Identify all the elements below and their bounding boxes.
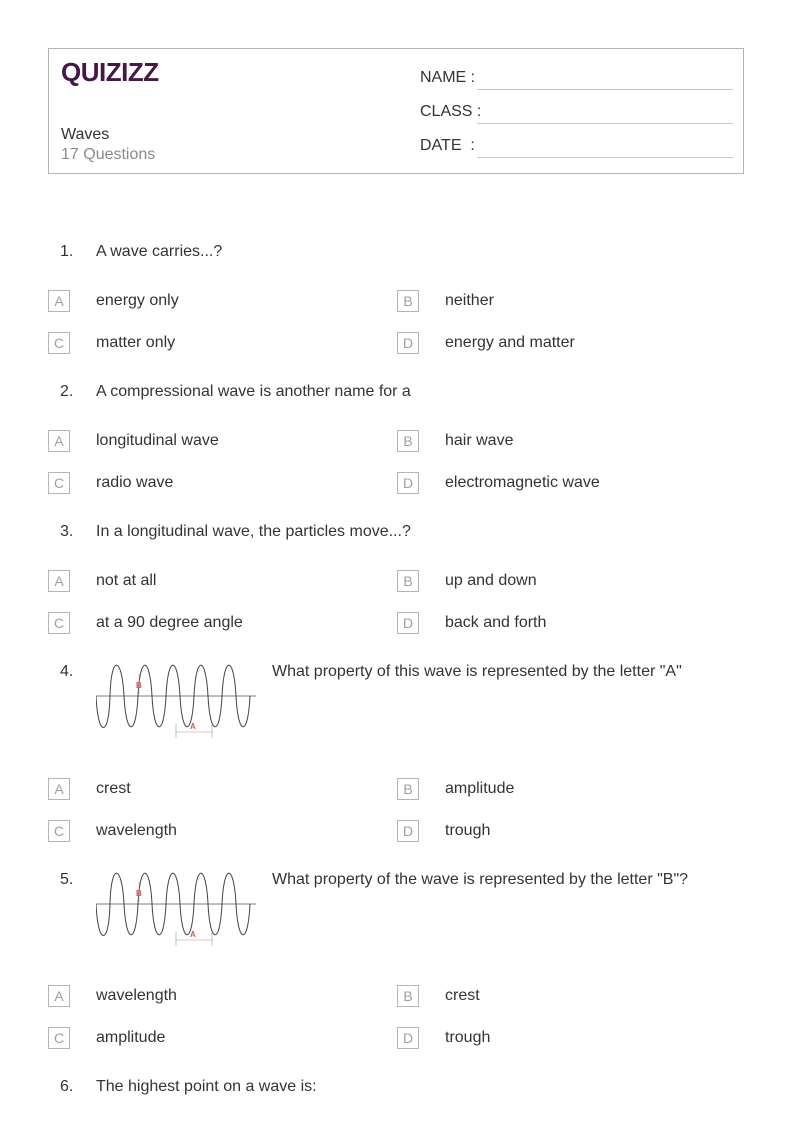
option-letter-box[interactable]: A	[48, 778, 70, 800]
option-text: wavelength	[96, 822, 177, 839]
option-letter-box[interactable]: C	[48, 820, 70, 842]
option-letter-box[interactable]: D	[397, 472, 419, 494]
option-text: radio wave	[96, 474, 174, 491]
option-text: back and forth	[445, 614, 547, 631]
question-number: 4.	[60, 663, 74, 680]
diagram-label-a: A	[190, 930, 196, 939]
date-label: DATE :	[420, 137, 475, 154]
date-field[interactable]	[420, 137, 733, 157]
name-label: NAME :	[420, 69, 476, 86]
option-letter-box[interactable]: B	[397, 985, 419, 1007]
option-letter-box[interactable]: A	[48, 430, 70, 452]
worksheet-header	[48, 48, 744, 174]
option-text: hair wave	[445, 432, 514, 449]
worksheet-title: Waves	[61, 126, 110, 143]
option-letter-box[interactable]: B	[397, 570, 419, 592]
option-letter-box[interactable]: C	[48, 612, 70, 634]
diagram-label-b: B	[136, 889, 142, 898]
option-text: crest	[445, 987, 480, 1004]
question-number: 6.	[60, 1078, 74, 1095]
option-text: trough	[445, 822, 491, 839]
option-text: not at all	[96, 572, 157, 589]
wave-diagram-image	[96, 662, 256, 750]
name-line[interactable]	[477, 89, 733, 90]
question-text: In a longitudinal wave, the particles move...?	[96, 523, 411, 540]
option-letter-box[interactable]: A	[48, 985, 70, 1007]
diagram-label-a: A	[190, 722, 196, 731]
option-text: energy only	[96, 292, 179, 309]
diagram-label-b: B	[136, 681, 142, 690]
question-count: 17 Questions	[61, 146, 156, 163]
option-letter-box[interactable]: A	[48, 570, 70, 592]
option-letter-box[interactable]: B	[397, 778, 419, 800]
question-number: 1.	[60, 243, 74, 260]
class-line[interactable]	[477, 123, 733, 124]
option-letter-box[interactable]: B	[397, 290, 419, 312]
question-text: The highest point on a wave is:	[96, 1078, 317, 1095]
option-text: up and down	[445, 572, 537, 589]
option-letter-box[interactable]: D	[397, 612, 419, 634]
option-text: wavelength	[96, 987, 177, 1004]
option-letter-box[interactable]: D	[397, 332, 419, 354]
option-letter-box[interactable]: C	[48, 332, 70, 354]
option-text: matter only	[96, 334, 176, 351]
question-text: A compressional wave is another name for a	[96, 383, 411, 400]
question-text: What property of this wave is represented by the letter "A"	[272, 663, 682, 680]
option-letter-box[interactable]: D	[397, 1027, 419, 1049]
option-letter-box[interactable]: D	[397, 820, 419, 842]
class-label: CLASS :	[420, 103, 482, 120]
question-number: 3.	[60, 523, 74, 540]
name-field[interactable]	[420, 69, 733, 89]
option-letter-box[interactable]: C	[48, 1027, 70, 1049]
option-text: energy and matter	[445, 334, 575, 351]
option-text: electromagnetic wave	[445, 474, 600, 491]
option-text: amplitude	[96, 1029, 166, 1046]
option-letter-box[interactable]: B	[397, 430, 419, 452]
class-field[interactable]	[420, 103, 733, 123]
option-text: longitudinal wave	[96, 432, 219, 449]
option-text: neither	[445, 292, 494, 309]
option-text: at a 90 degree angle	[96, 614, 243, 631]
wave-diagram-image	[96, 870, 256, 958]
quizizz-logo: QUIZIZZ	[61, 57, 159, 87]
question-text: What property of the wave is represented by the letter "B"?	[272, 871, 689, 888]
question-number: 2.	[60, 383, 74, 400]
question-text: A wave carries...?	[96, 243, 223, 260]
question-number: 5.	[60, 871, 74, 888]
date-line[interactable]	[477, 157, 733, 158]
option-letter-box[interactable]: C	[48, 472, 70, 494]
option-text: trough	[445, 1029, 491, 1046]
option-text: crest	[96, 780, 131, 797]
option-text: amplitude	[445, 780, 515, 797]
option-letter-box[interactable]: A	[48, 290, 70, 312]
